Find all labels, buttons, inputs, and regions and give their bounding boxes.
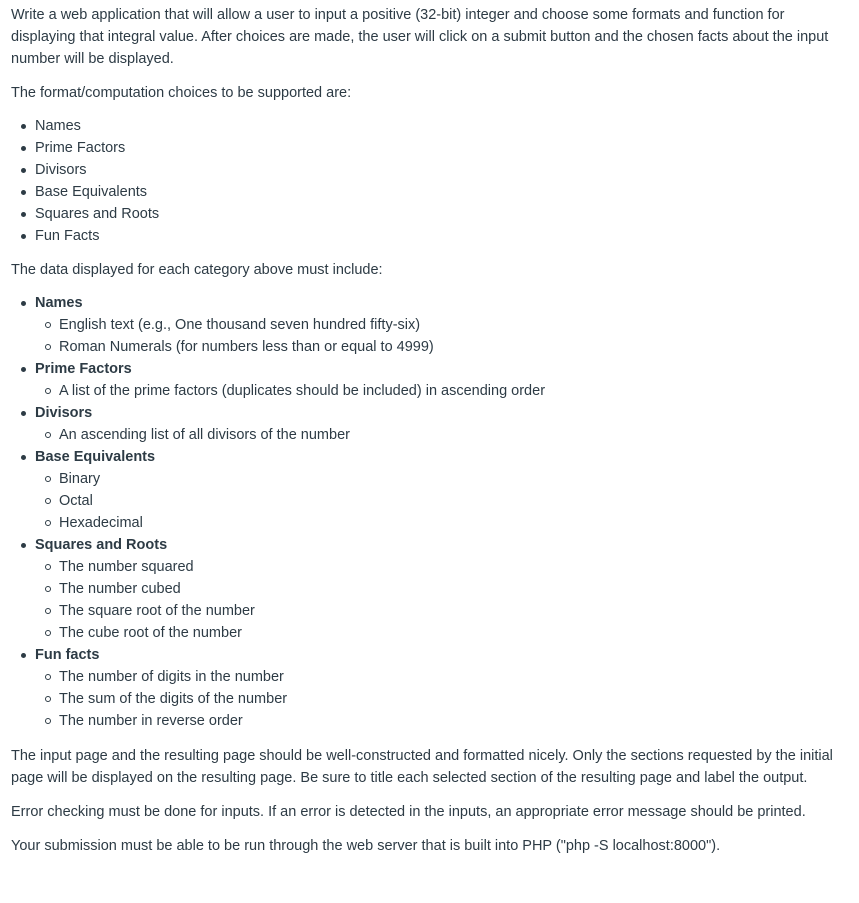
category-fun-facts bbox=[35, 644, 845, 732]
category-detail-item: The number in reverse order bbox=[59, 710, 845, 732]
choice-item-fun-facts: Fun Facts bbox=[35, 225, 845, 247]
choice-item-base-equivalents: Base Equivalents bbox=[35, 181, 845, 203]
category-prime-factors bbox=[35, 358, 845, 402]
choice-item-prime-factors: Prime Factors bbox=[35, 137, 845, 159]
category-sublist bbox=[35, 314, 845, 358]
category-title: Base Equivalents bbox=[35, 449, 156, 465]
category-title: Divisors bbox=[35, 405, 93, 421]
category-sublist bbox=[35, 468, 845, 534]
choices-intro-paragraph: The format/computation choices to be supported are: bbox=[11, 85, 352, 101]
category-title: Names bbox=[35, 295, 83, 311]
category-detail-item: The sum of the digits of the number bbox=[59, 688, 845, 710]
submission-paragraph: Your submission must be able to be run through the web server that is built into PHP ("php -S localhost:8000"). bbox=[11, 838, 721, 854]
category-detail-item: Binary bbox=[59, 468, 845, 490]
category-detail-item: The square root of the number bbox=[59, 600, 845, 622]
category-detail-item: Roman Numerals (for numbers less than or equal to 4999) bbox=[59, 336, 845, 358]
category-detail-item: A list of the prime factors (duplicates should be included) in ascending order bbox=[59, 380, 845, 402]
pages-requirements-paragraph: The input page and the resulting page should be well-constructed and formatted nicely. Only the sections requested by the initial page will be displayed on the resulting page. Be sure to title each selected section of the resulting page and label the output. bbox=[11, 748, 833, 786]
intro-paragraph: Write a web application that will allow a user to input a positive (32-bit) integer and choose some formats and function for displaying that integral value. After choices are made, the user will click on a submit button and the chosen facts about the input number will be displayed. bbox=[11, 7, 829, 67]
category-squares-and-roots bbox=[35, 534, 845, 644]
category-title: Fun facts bbox=[35, 647, 100, 663]
category-detail-item: The number cubed bbox=[59, 578, 845, 600]
category-names bbox=[35, 292, 845, 358]
category-detail-item: Hexadecimal bbox=[59, 512, 845, 534]
category-sublist bbox=[35, 666, 845, 732]
category-title: Squares and Roots bbox=[35, 537, 168, 553]
category-detail-item: The number of digits in the number bbox=[59, 666, 845, 688]
category-detail-item: English text (e.g., One thousand seven hundred fifty-six) bbox=[59, 314, 845, 336]
choices-list bbox=[11, 115, 845, 247]
category-detail-item: An ascending list of all divisors of the number bbox=[59, 424, 845, 446]
category-detail-item: The cube root of the number bbox=[59, 622, 845, 644]
category-divisors bbox=[35, 402, 845, 446]
category-detail-item: The number squared bbox=[59, 556, 845, 578]
category-base-equivalents bbox=[35, 446, 845, 534]
category-sublist bbox=[35, 556, 845, 644]
category-title: Prime Factors bbox=[35, 361, 132, 377]
choice-item-divisors: Divisors bbox=[35, 159, 845, 181]
error-checking-paragraph: Error checking must be done for inputs. If an error is detected in the inputs, an appropriate error message should be printed. bbox=[11, 804, 806, 820]
category-sublist bbox=[35, 424, 845, 446]
category-sublist bbox=[35, 380, 845, 402]
data-intro-paragraph: The data displayed for each category above must include: bbox=[11, 262, 383, 278]
category-details-list bbox=[11, 292, 845, 732]
choice-item-names: Names bbox=[35, 115, 845, 137]
category-detail-item: Octal bbox=[59, 490, 845, 512]
choice-item-squares-and-roots: Squares and Roots bbox=[35, 203, 845, 225]
